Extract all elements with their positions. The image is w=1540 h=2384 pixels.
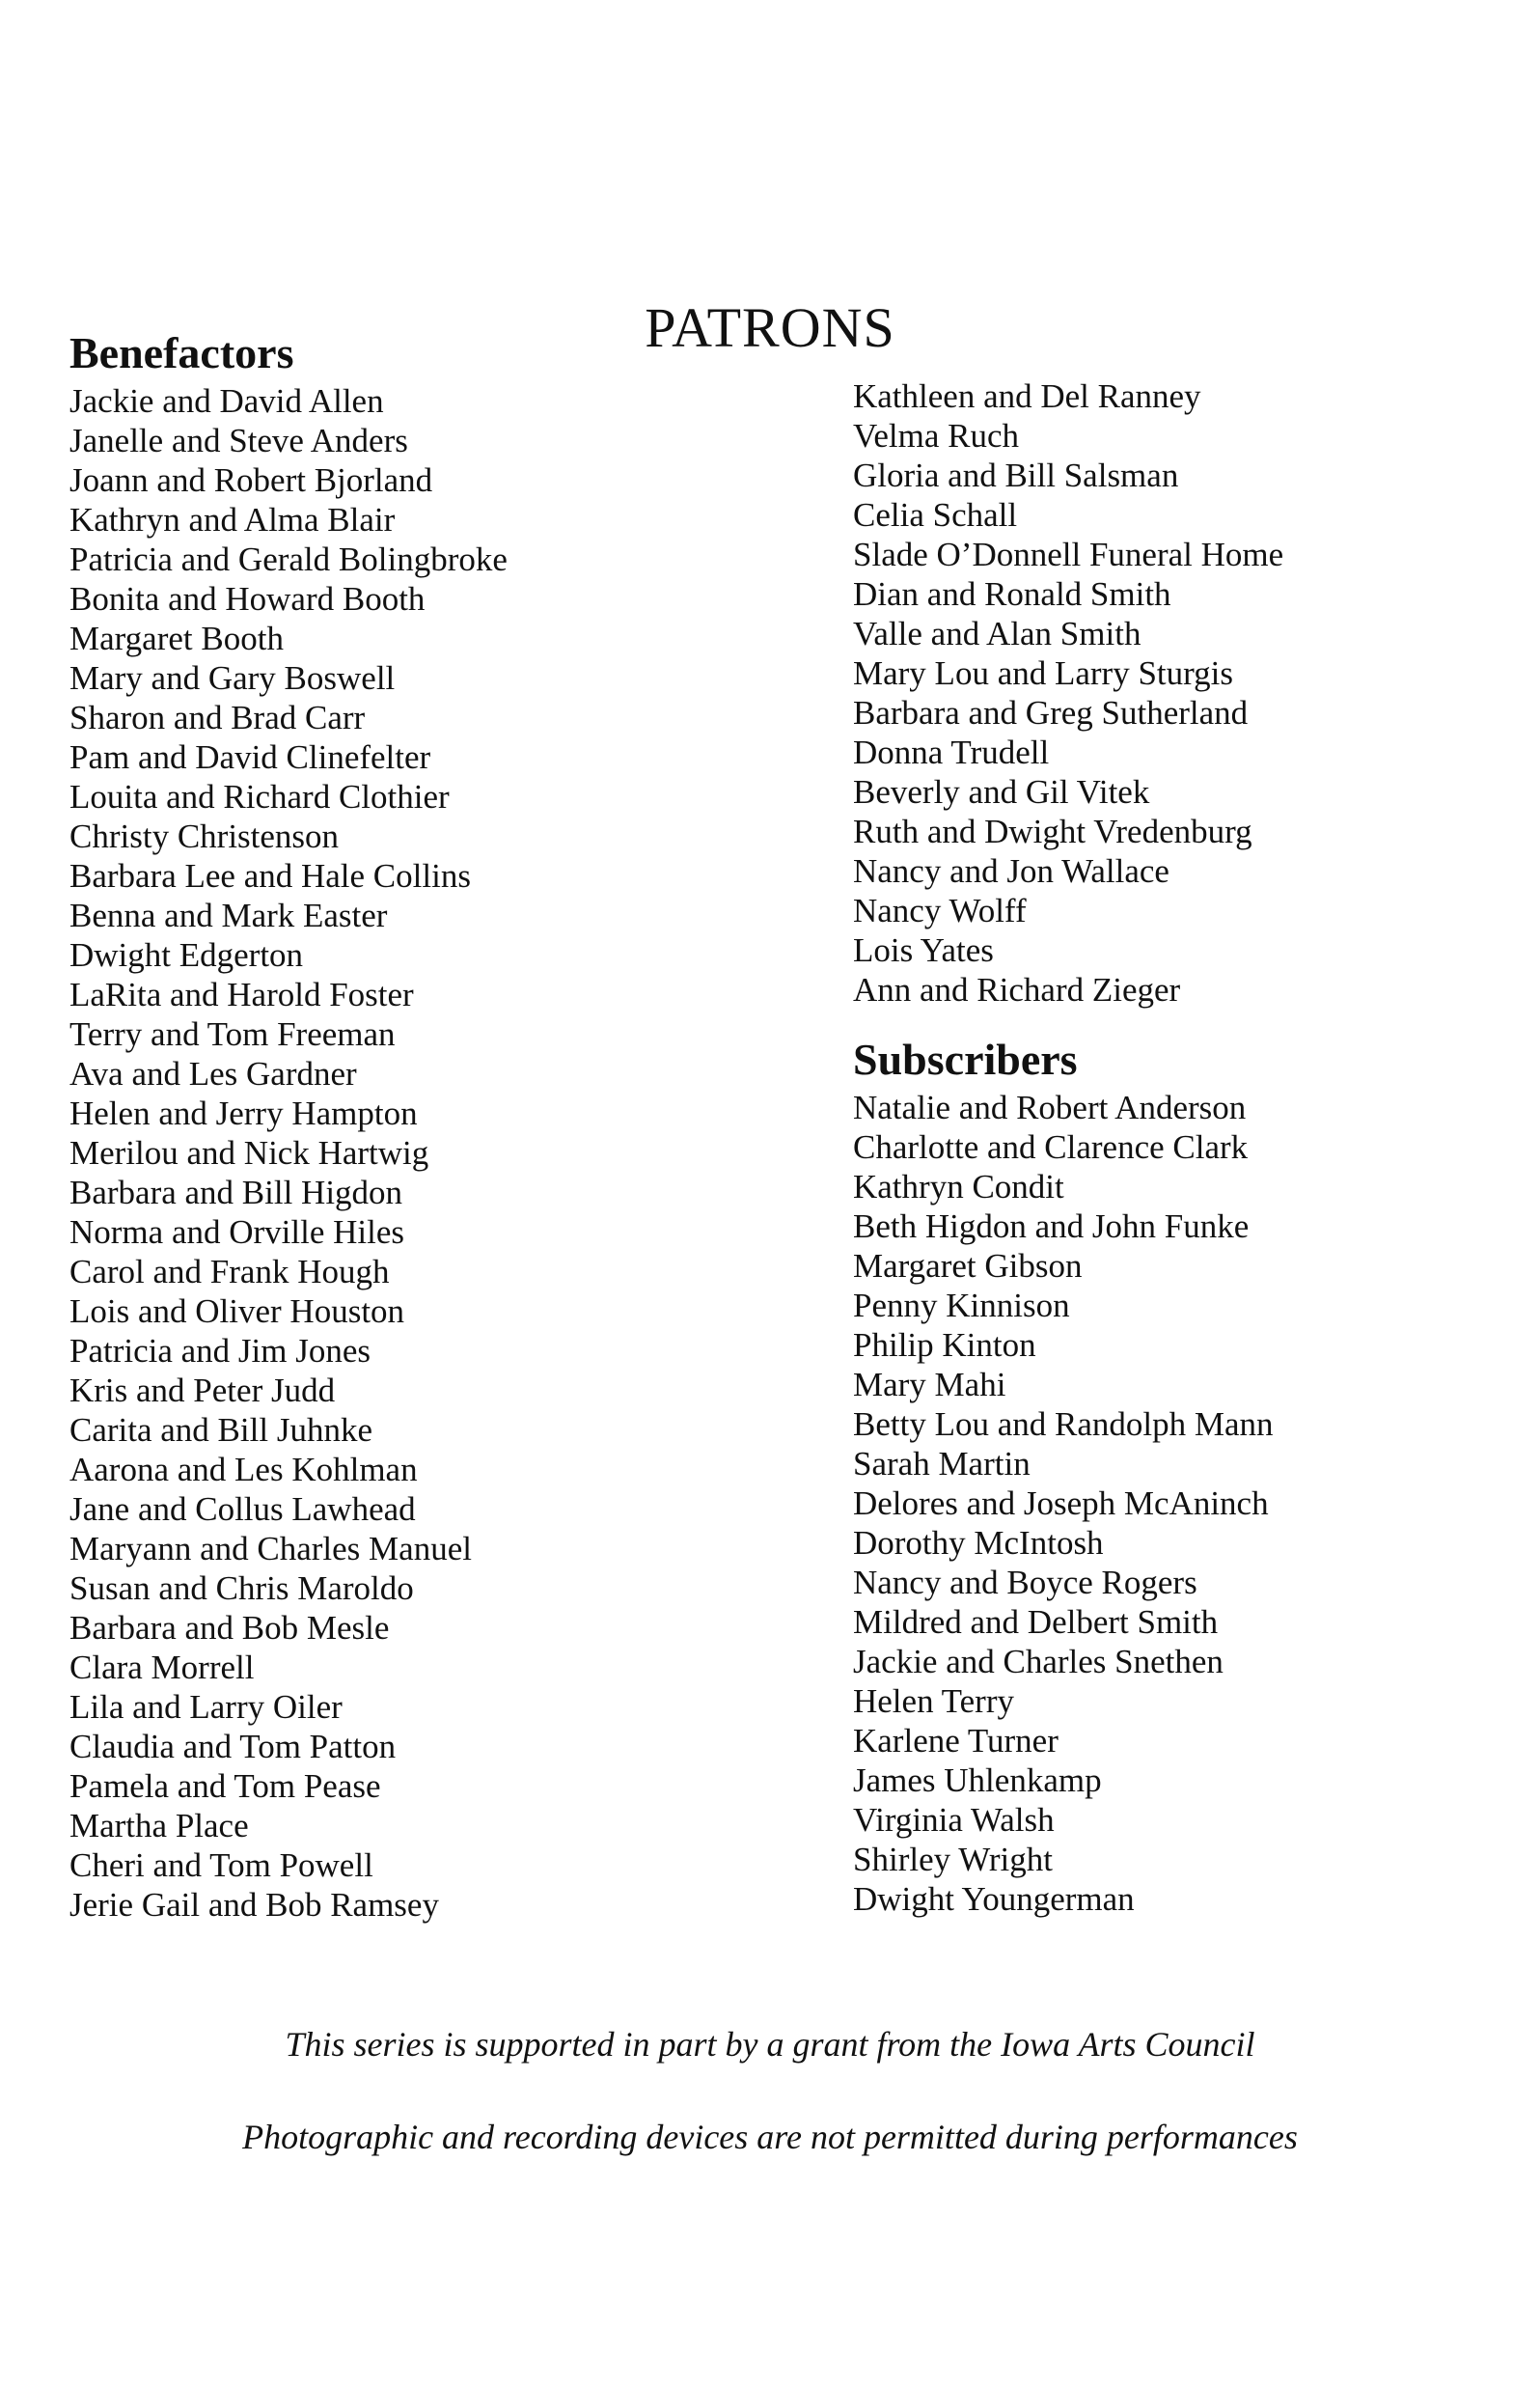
patron-name: Helen Terry <box>853 1681 1014 1720</box>
patron-name: Maryann and Charles Manuel <box>69 1529 472 1567</box>
patron-name: Ava and Les Gardner <box>69 1054 357 1093</box>
patron-name: Natalie and Robert Anderson <box>853 1088 1247 1126</box>
patron-name: Joann and Robert Bjorland <box>69 460 433 499</box>
patron-name: Merilou and Nick Hartwig <box>69 1133 429 1172</box>
patron-name: Mary and Gary Boswell <box>69 658 396 697</box>
patron-name: Jane and Collus Lawhead <box>69 1489 416 1528</box>
benefactors-heading: Benefactors <box>69 328 294 377</box>
benefactors-continued-list <box>853 376 1528 1010</box>
patron-name: Martha Place <box>69 1806 249 1844</box>
patron-name: Beth Higdon and John Funke <box>853 1206 1250 1245</box>
patron-name: Ann and Richard Zieger <box>853 971 1181 1009</box>
patron-name: Barbara and Bob Mesle <box>69 1608 390 1647</box>
patron-name: Helen and Jerry Hampton <box>69 1094 418 1132</box>
patron-name: Mildred and Delbert Smith <box>853 1602 1219 1641</box>
patron-name: Patricia and Jim Jones <box>69 1331 371 1370</box>
patron-name: Pam and David Clinefelter <box>69 737 431 776</box>
patron-name: Celia Schall <box>853 496 1018 534</box>
patron-name: Valle and Alan Smith <box>853 615 1141 652</box>
patron-name: Patricia and Gerald Bolingbroke <box>69 540 508 578</box>
devices-note: Photographic and recording devices are not permitted during performances <box>242 2118 1298 2156</box>
patron-name: Nancy and Boyce Rogers <box>853 1563 1197 1601</box>
patron-name: Sarah Martin <box>853 1444 1031 1483</box>
patron-name: Philip Kinton <box>853 1325 1036 1364</box>
patron-name: Ruth and Dwight Vredenburg <box>853 813 1252 850</box>
patron-name: Claudia and Tom Patton <box>69 1727 397 1765</box>
patron-name: Kris and Peter Judd <box>69 1371 336 1409</box>
patron-name: Lila and Larry Oiler <box>69 1687 343 1726</box>
patron-name: Gloria and Bill Salsman <box>853 457 1179 494</box>
patron-name: Barbara and Greg Sutherland <box>853 694 1249 732</box>
patron-name: Velma Ruch <box>853 417 1020 455</box>
patron-name: Kathryn and Alma Blair <box>69 500 396 539</box>
patron-name: Susan and Chris Maroldo <box>69 1568 414 1607</box>
patron-name: Christy Christenson <box>69 817 340 855</box>
patron-name: LaRita and Harold Foster <box>69 975 414 1013</box>
patron-name: Barbara and Bill Higdon <box>69 1173 403 1211</box>
patron-name: Jackie and David Allen <box>69 381 384 420</box>
patron-name: Pamela and Tom Pease <box>69 1766 381 1805</box>
patron-name: Kathryn Condit <box>853 1167 1064 1206</box>
patron-name: Jackie and Charles Snethen <box>853 1642 1224 1680</box>
patron-name: Karlene Turner <box>853 1721 1059 1760</box>
patron-name: Charlotte and Clarence Clark <box>853 1127 1249 1166</box>
patron-name: Nancy Wolff <box>853 892 1027 929</box>
patron-name: Penny Kinnison <box>853 1286 1070 1324</box>
patron-name: Margaret Booth <box>69 619 284 657</box>
benefactors-list <box>69 381 745 1925</box>
patron-name: Mary Mahi <box>853 1365 1006 1403</box>
patron-name: Dian and Ronald Smith <box>853 575 1171 613</box>
patron-name: Carita and Bill Juhnke <box>69 1410 372 1449</box>
patron-name: Clara Morrell <box>69 1648 255 1686</box>
right-column <box>853 376 1528 1919</box>
patron-name: Louita and Richard Clothier <box>69 777 450 816</box>
patron-name: Nancy and Jon Wallace <box>853 852 1169 890</box>
patron-name: Beverly and Gil Vitek <box>853 773 1150 811</box>
patron-name: Delores and Joseph McAninch <box>853 1483 1269 1522</box>
patron-name: Bonita and Howard Booth <box>69 579 426 618</box>
patron-name: Cheri and Tom Powell <box>69 1845 373 1884</box>
patron-name: Jerie Gail and Bob Ramsey <box>69 1885 439 1924</box>
patron-name: Shirley Wright <box>853 1840 1053 1878</box>
patron-name: Aarona and Les Kohlman <box>69 1450 418 1488</box>
patron-name: Kathleen and Del Ranney <box>853 377 1201 415</box>
patron-name: Dwight Youngerman <box>853 1879 1135 1918</box>
patron-name: James Uhlenkamp <box>853 1760 1102 1799</box>
patron-name: Slade O’Donnell Funeral Home <box>853 536 1284 573</box>
subscribers-list <box>853 1088 1528 1919</box>
patron-name: Benna and Mark Easter <box>69 896 388 934</box>
patron-name: Betty Lou and Randolph Mann <box>853 1404 1274 1443</box>
patron-name: Norma and Orville Hiles <box>69 1212 404 1251</box>
patron-name: Janelle and Steve Anders <box>69 421 408 459</box>
patron-name: Dorothy McIntosh <box>853 1523 1104 1562</box>
page-title: PATRONS <box>645 295 895 359</box>
patron-name: Carol and Frank Hough <box>69 1252 390 1290</box>
subscribers-heading: Subscribers <box>853 1035 1078 1084</box>
patron-name: Donna Trudell <box>853 734 1050 771</box>
subscribers-section <box>853 1035 1528 1919</box>
patron-name: Sharon and Brad Carr <box>69 698 366 736</box>
patron-name: Lois Yates <box>853 931 994 969</box>
grant-note: This series is supported in part by a grant from the Iowa Arts Council <box>285 2025 1255 2064</box>
patron-name: Lois and Oliver Houston <box>69 1291 405 1330</box>
patron-name: Margaret Gibson <box>853 1246 1083 1285</box>
left-column <box>69 328 745 1925</box>
patron-name: Terry and Tom Freeman <box>69 1014 396 1053</box>
patron-name: Virginia Walsh <box>853 1800 1055 1839</box>
patron-name: Dwight Edgerton <box>69 935 304 974</box>
patron-name: Barbara Lee and Hale Collins <box>69 856 471 895</box>
patron-name: Mary Lou and Larry Sturgis <box>853 654 1234 692</box>
